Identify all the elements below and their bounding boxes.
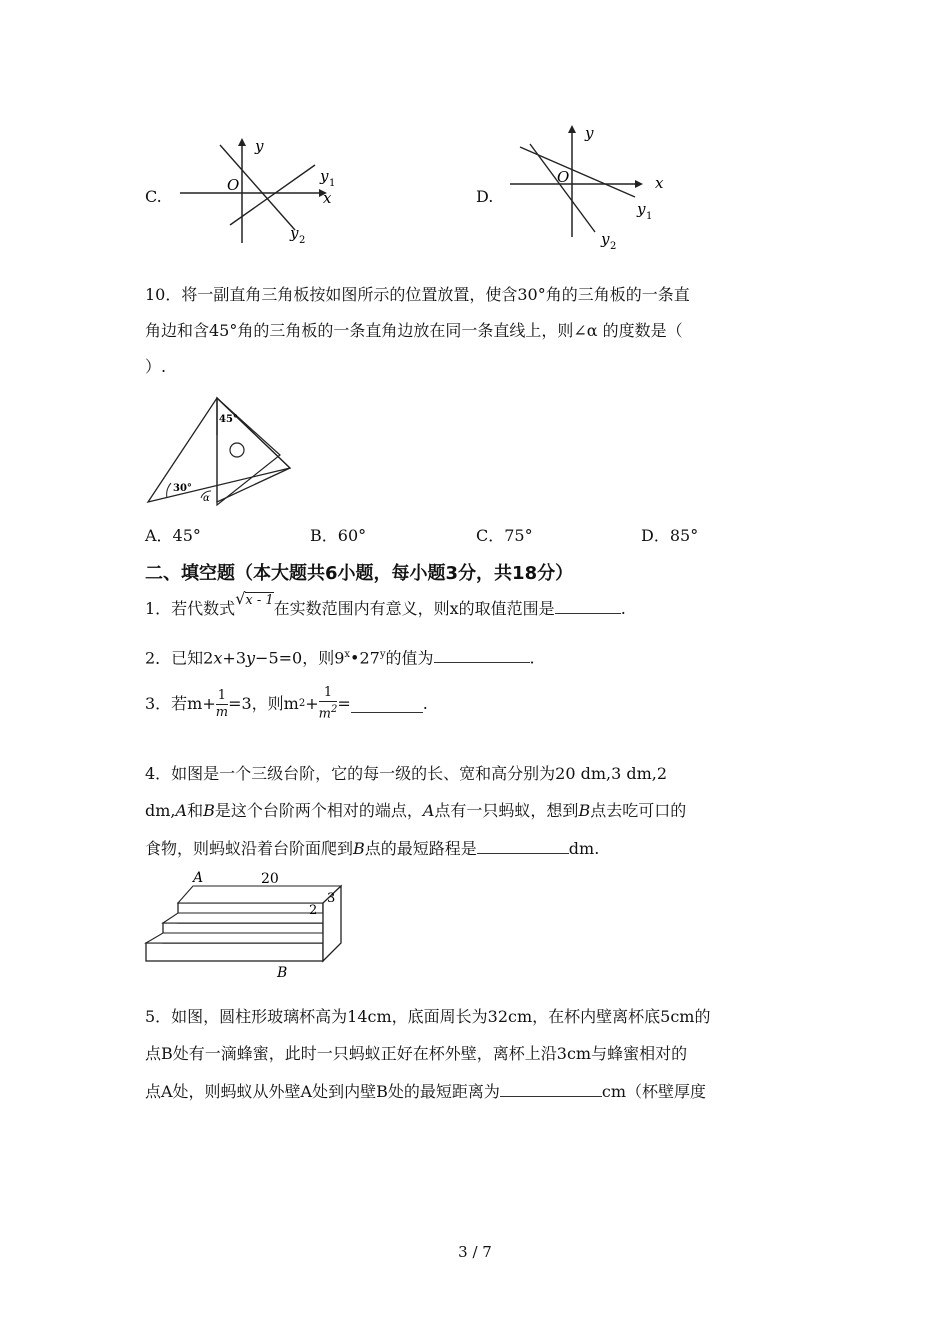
q10-option-b: B．60° [310,526,367,545]
f4-l3-b: 点的最短路程是 [364,839,477,858]
fraction-1-over-m [216,688,228,721]
fill-4-line-2 [145,800,686,822]
f4-l3-c: dm. [568,839,600,858]
f4-l2-e: 点去吃可口的 [590,801,687,820]
fill-2-suffix: 的值为 [385,648,434,668]
d-y1-sub: 1 [646,211,653,222]
fill-3-end: . [422,694,428,713]
c-y2-sub: 2 [299,235,306,246]
d-x-axis-label: x [655,174,664,192]
q10-line-1: 10．将一副直角三角板按如图所示的位置放置，使含30°角的三角板的一条直 [145,285,690,304]
d-y1-label: y [637,200,646,218]
angle-45-label: 45° [219,414,238,425]
fill-2-prefix: 2．已知2 [145,648,214,668]
fill-3-square: 2 [298,698,306,709]
section-2-heading: 二、填空题（本大题共6小题，每小题3分，共18分） [145,563,574,584]
fraction-2-denominator: m [318,706,331,722]
fill-2-var-x: x [213,648,223,668]
fill-5-line-3 [145,1080,706,1103]
c-y1-label: y [320,167,329,185]
graph-option-c [175,135,345,245]
stair-point-A: A [193,870,204,886]
fill-2-end: . [529,648,535,668]
q10-option-a: A．45° [145,526,201,545]
f5-l3-a: 点A处，则蚂蚁从外壁A处到内壁B处的最短距离为 [145,1082,500,1101]
page-number: 3 / 7 [458,1243,492,1261]
d-y-axis-label: y [585,124,594,142]
option-c-label: C. [145,187,162,206]
q10-line-3: ）. [145,357,167,376]
fill-4-answer-blank[interactable] [477,837,569,854]
fill-2 [145,644,535,669]
fill-4-line-3 [145,837,599,860]
f4-l2-pointA: A [175,801,188,820]
fill-3-equals: = [337,694,351,713]
fill-1-end: . [620,599,626,618]
c-x-axis-label: x [323,189,332,207]
option-d-label: D. [476,187,494,206]
fill-3-mid: =3，则m [228,694,299,713]
d-origin-label: O [557,168,570,186]
f5-l3-b: cm（杯壁厚度 [601,1082,707,1101]
fill-5-answer-blank[interactable] [500,1080,602,1097]
f4-l2-c: 是这个台阶两个相对的端点， [214,801,423,820]
f4-l3-pointB: B [353,839,365,858]
fill-3-prefix: 3．若m+ [145,694,216,713]
stair-length-label: 20 [261,871,279,887]
fraction-2-numerator: 1 [323,685,333,701]
fill-3-answer-blank[interactable] [351,696,423,713]
fill-1 [145,589,626,622]
fill-1-suffix: 在实数范围内有意义，则x的取值范围是 [273,599,555,618]
graph-option-d [505,122,680,252]
fill-2-var-y: y [246,648,256,668]
f4-l2-pointB: B [203,801,215,820]
stair-point-B: B [277,965,288,981]
fill-3 [145,682,428,726]
fill-2-exp-y: y [379,649,386,660]
q10-option-c: C．75° [476,526,533,545]
fill-2-answer-blank[interactable] [434,646,530,663]
f4-l2-pointB2: B [578,801,591,820]
fraction-denominator: m [215,704,229,720]
fill-4-line-1: 4．如图是一个三级台阶，它的每一级的长、宽和高分别为20 dm,3 dm,2 [145,764,668,783]
q10-triangles-figure [145,395,290,510]
fill-2-mid1: +3 [222,648,246,668]
q10-line-2: 角边和含45°角的三角板的一条直角边放在同一条直线上，则∠α 的度数是（ [145,321,683,340]
fill-2-exp-x: x [344,649,351,660]
q10-option-d: D．85° [641,526,699,545]
c-y1-sub: 1 [329,178,336,189]
fraction-numerator: 1 [217,687,227,703]
staircase-figure [143,868,353,980]
fill-2-mid2: −5=0，则9 [255,648,345,668]
stair-height-label: 2 [309,903,318,918]
d-y2-label: y [601,230,610,248]
f4-l2-b: 和 [187,801,204,820]
fill-1-prefix: 1．若代数式 [145,599,236,618]
f4-l2-d: 点有一只蚂蚁，想到 [434,801,579,820]
stair-width-label: 3 [327,891,336,906]
d-y2-sub: 2 [610,241,617,252]
fraction-1-over-m-squared [319,685,338,722]
angle-30-label: 30° [173,483,192,494]
fraction-2-square: 2 [330,704,338,716]
c-origin-label: O [227,176,240,194]
f4-l2-pointA2: A [422,801,435,820]
f4-l3-a: 食物，则蚂蚁沿着台阶面爬到 [145,839,354,858]
sqrt-expression: √x - 1 [235,589,274,608]
sqrt-radicand: x - 1 [245,593,274,608]
fill-5-line-2: 点B处有一滴蜂蜜，此时一只蚂蚁正好在杯外壁，离杯上沿3cm与蜂蜜相对的 [145,1044,688,1063]
c-y-axis-label: y [255,137,264,155]
fill-2-mid3: •27 [350,648,380,668]
f4-l2-a: dm, [145,801,176,820]
fill-3-plus: + [305,694,319,713]
angle-alpha-label: α [203,493,210,504]
c-y2-label: y [290,224,299,242]
fill-5-line-1: 5．如图，圆柱形玻璃杯高为14cm，底面周长为32cm，在杯内壁离杯底5cm的 [145,1007,711,1026]
fill-1-answer-blank[interactable] [555,597,621,614]
